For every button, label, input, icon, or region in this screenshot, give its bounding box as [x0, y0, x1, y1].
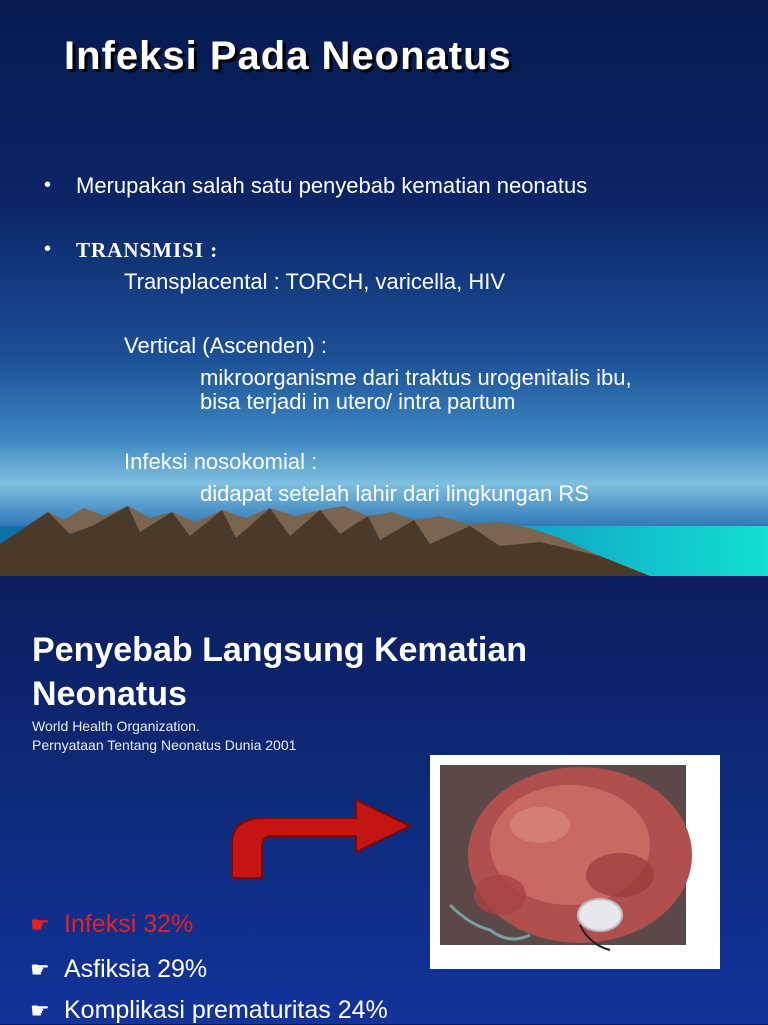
stat-komplikasi-prematuritas: ☛ Komplikasi prematuritas 24%: [30, 996, 388, 1024]
vertical-label: Vertical (Ascenden) :: [124, 333, 327, 358]
infant-photo-frame: [430, 755, 720, 969]
slide-title: Infeksi Pada Neonatus: [64, 34, 512, 78]
pointing-hand-icon: ☛: [30, 957, 50, 982]
transplacental-line: Transplacental : TORCH, varicella, HIV: [124, 269, 506, 294]
stat-asfiksia: ☛ Asfiksia 29%: [30, 955, 208, 983]
infant-skin-infection-photo: [430, 755, 720, 969]
vertical-desc-line1: mikroorganisme dari traktus urogenitalis ibu,: [200, 365, 632, 390]
pointing-hand-icon: ☛: [30, 912, 50, 937]
slide2-title: Penyebab Langsung Kematian Neonatus: [32, 631, 527, 713]
nosokomial-label: Infeksi nosokomial :: [124, 449, 318, 474]
bullet-text-penyebab: Merupakan salah satu penyebab kematian neonatus: [76, 173, 588, 198]
bullet-dot: •: [44, 238, 52, 260]
pointing-hand-icon: ☛: [30, 998, 50, 1023]
source-publication: Pernyataan Tentang Neonatus Dunia 2001: [32, 737, 297, 753]
curved-arrow-icon: [228, 796, 414, 880]
vertical-desc-line2: bisa terjadi in utero/ intra partum: [200, 389, 516, 414]
source-organization: World Health Organization.: [32, 718, 200, 734]
bullet-dot: •: [44, 174, 52, 196]
mountain-landscape-graphic: [0, 486, 768, 576]
transmisi-heading: TRANSMISI :: [76, 238, 219, 262]
stat-infeksi: ☛ Infeksi 32%: [30, 910, 194, 938]
nosokomial-desc: didapat setelah lahir dari lingkungan RS: [200, 481, 589, 506]
